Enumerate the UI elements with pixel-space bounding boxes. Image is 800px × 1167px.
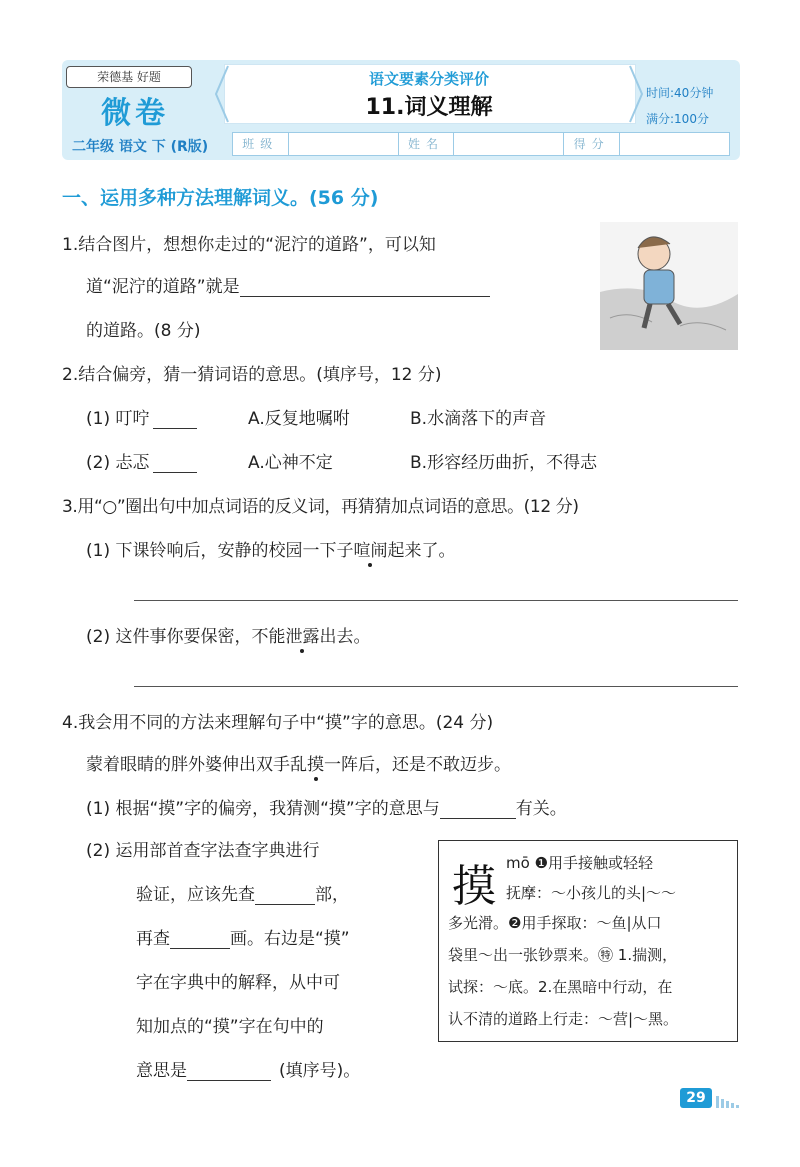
lesson-title: 11.词义理解 (365, 95, 493, 120)
dictionary-line4: 袋里～出一张钞票来。㊕ 1.揣测， (448, 946, 678, 964)
q3-answer-line-1[interactable] (134, 600, 738, 601)
q4-meaning-blank[interactable] (187, 1062, 271, 1081)
q1-line2: 道“泥泞的道路”就是 (86, 272, 490, 297)
q1-line1: 1.结合图片，想想你走过的“泥泞的道路”，可以知 (62, 235, 436, 255)
q2-item2: (2) 忐忑 (86, 448, 197, 473)
dictionary-line5: 试探：～底。2.在黑暗中行动，在 (448, 978, 673, 996)
page-bars-icon (716, 1094, 740, 1108)
class-label: 班级 (233, 133, 289, 155)
q4-sub2-line3: 再查 画。右边是“摸” (136, 929, 350, 949)
q4-strokes-blank[interactable] (170, 930, 230, 949)
q2-item1: (1) 叮咛 (86, 404, 197, 429)
q4-dotted-word: 摸 (307, 755, 324, 775)
muddy-road-illustration (600, 222, 738, 350)
q4-sub2-line4: 字在字典中的解释，从中可 (136, 973, 340, 993)
q2-item1-option-a: A.反复地嘱咐 (248, 409, 350, 429)
score-label: 得分 (564, 133, 620, 155)
q4-sub2-line6: 意思是 (填序号)。 (136, 1061, 361, 1081)
q3-dotted-word-1: 喧闹 (353, 541, 388, 561)
dictionary-line6: 认不清的道路上行走：～营|～黑。 (448, 1010, 679, 1028)
q3-answer-line-2[interactable] (134, 686, 738, 687)
full-score: 满分:100分 (646, 112, 709, 126)
page-number: 29 (680, 1088, 712, 1108)
q2-item2-blank[interactable] (153, 454, 197, 473)
grade-label: 二年级 语文 下 (R版) (72, 139, 209, 155)
dictionary-line1: mō ❶用手接触或轻轻 (506, 854, 654, 872)
class-field[interactable] (289, 133, 399, 155)
q2-item2-option-b: B.形容经历曲折，不得志 (410, 453, 598, 473)
q4-sub2-line2: 验证，应该先查 部， (136, 885, 349, 905)
q4-stem: 4.我会用不同的方法来理解句子中“摸”字的意思。(24 分) (62, 713, 494, 733)
dictionary-pinyin: mō (506, 854, 530, 872)
q1-line3: 的道路。(8 分) (86, 321, 201, 341)
q4-radical-blank[interactable] (255, 886, 315, 905)
q2-stem: 2.结合偏旁，猜一猜词语的意思。(填序号，12 分) (62, 365, 442, 385)
q4-sub1: (1) 根据“摸”字的偏旁，我猜测“摸”字的意思与 有关。 (86, 799, 567, 819)
score-field[interactable] (620, 133, 729, 155)
section-title: 一、运用多种方法理解词义。(56 分) (62, 187, 379, 209)
student-info-bar (232, 132, 730, 156)
q3-stem: 3.用“○”圈出句中加点词语的反义词，再猜猜加点词语的意思。(12 分) (62, 497, 579, 517)
q2-item2-option-a: A.心神不定 (248, 453, 333, 473)
publisher-logo: 荣德基 好题 (66, 66, 192, 88)
dictionary-line3: 多光滑。❷用手探取：～鱼|从口 (448, 914, 662, 932)
q3-sentence1: (1) 下课铃响后，安静的校园一下子喧闹起来了。 (86, 541, 456, 561)
q4-sub1-blank[interactable] (440, 800, 516, 819)
time-limit: 时间:40分钟 (646, 86, 714, 100)
dictionary-headword: 摸 (452, 861, 496, 912)
q4-sentence: 蒙着眼睛的胖外婆伸出双手乱摸一阵后，还是不敢迈步。 (86, 755, 511, 775)
q2-item1-option-b: B.水滴落下的声音 (410, 409, 547, 429)
q3-sentence2: (2) 这件事你要保密，不能泄露出去。 (86, 627, 371, 647)
q2-item1-blank[interactable] (153, 410, 197, 429)
brand-title: 微卷 (101, 96, 169, 131)
name-label: 姓名 (399, 133, 455, 155)
q3-dotted-word-2: 泄露 (285, 627, 320, 647)
subject-title: 语文要素分类评价 (368, 70, 489, 88)
q4-sub2-line5: 知加点的“摸”字在句中的 (136, 1017, 324, 1037)
q4-sub2-line1: (2) 运用部首查字法查字典进行 (86, 841, 320, 861)
name-field[interactable] (454, 133, 564, 155)
q1-answer-blank[interactable] (240, 278, 490, 297)
dictionary-line2: 抚摩：～小孩儿的头|～～ (506, 884, 677, 902)
